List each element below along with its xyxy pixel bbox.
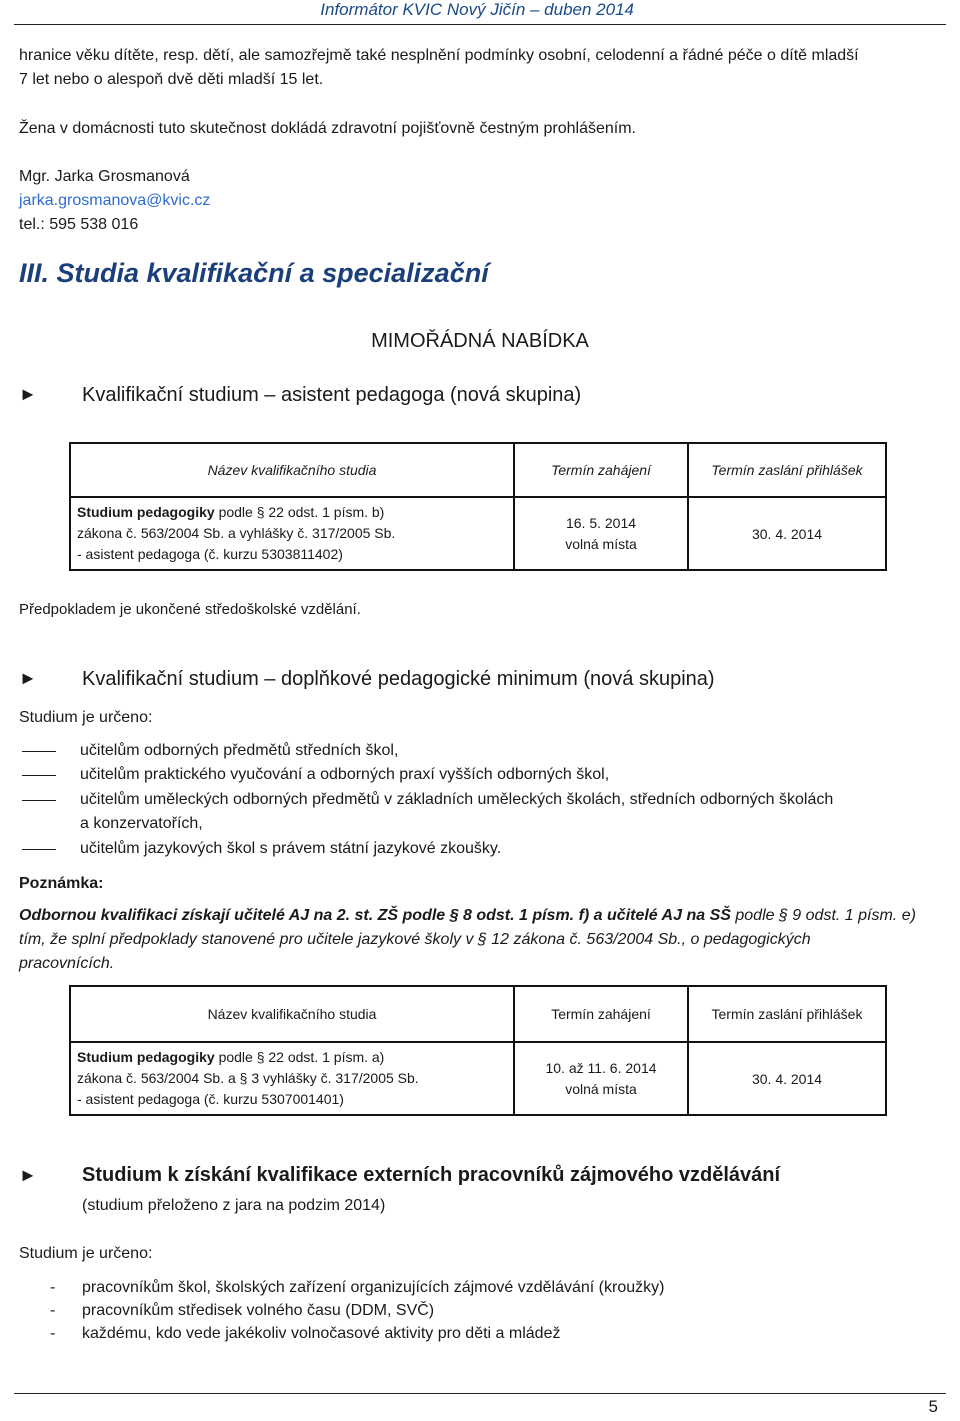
list-item-text: každému, kdo vede jakékoliv volnočasové aktivity pro děti a mládež — [82, 1325, 561, 1342]
table-cell-start — [514, 497, 688, 570]
start-date: 16. 5. 2014 — [565, 514, 637, 531]
arrow-icon: ► — [19, 384, 37, 404]
course-3-intended-label: Studium je určeno: — [19, 1245, 153, 1262]
list-item: - — [50, 1325, 56, 1342]
contact-name: Mgr. Jarka Grosmanová — [19, 168, 190, 185]
course-3-subtitle: (studium přeloženo z jara na podzim 2014) — [82, 1197, 386, 1214]
table-header-name: Název kvalifikačního studia — [70, 986, 514, 1042]
table-cell-deadline: 30. 4. 2014 — [688, 1042, 886, 1115]
table-header-start: Termín zahájení — [514, 443, 688, 497]
dash-icon — [22, 849, 56, 850]
note-line-2: tím, že splní předpoklady stanovené pro učitele jazykové školy v § 12 zákona č. 563/2004 Sb., o pedagogických — [19, 931, 811, 948]
dash-icon — [22, 800, 56, 801]
list-item-continuation: a konzervatořích, — [80, 815, 203, 832]
page-number: 5 — [928, 1397, 938, 1416]
table-cell-course-name — [70, 1042, 514, 1115]
course-name-line: zákona č. 563/2004 Sb. a § 3 vyhlášky č. 317/2005 Sb. — [77, 1070, 419, 1086]
course-name-line: - asistent pedagoga (č. kurzu 5303811402) — [77, 546, 343, 562]
start-note: volná místa — [565, 535, 637, 552]
start-note: volná místa — [565, 1080, 637, 1097]
special-offer-title: MIMOŘÁDNÁ NABÍDKA — [371, 330, 589, 352]
table-header-deadline: Termín zaslání přihlášek — [688, 443, 886, 497]
table-cell-course-name — [70, 497, 514, 570]
list-item: - — [50, 1279, 56, 1296]
intro-line-1: hranice věku dítěte, resp. dětí, ale samozřejmě také nesplnění podmínky osobní, celodenní a řádné péče o dítě mladší — [19, 47, 859, 64]
section-heading: III. Studia kvalifikační a specializační — [19, 258, 489, 288]
table-header-name: Název kvalifikačního studia — [70, 443, 514, 497]
course-2-table — [69, 985, 887, 1116]
course-3-title: Studium k získání kvalifikace externích pracovníků zájmového vzdělávání — [82, 1164, 781, 1186]
page-header: Informátor KVIC Nový Jičín – duben 2014 — [320, 0, 634, 19]
course-2-intended-label: Studium je určeno: — [19, 709, 153, 726]
note-label: Poznámka: — [19, 875, 104, 892]
table-header-deadline: Termín zaslání přihlášek — [688, 986, 886, 1042]
arrow-icon: ► — [19, 1165, 37, 1185]
list-item: - — [50, 1302, 56, 1319]
intro-line-3: Žena v domácnosti tuto skutečnost dokládá zdravotní pojišťovně čestným prohlášením. — [19, 120, 636, 137]
note-line-1: Odbornou kvalifikaci získají učitelé AJ na 2. st. ZŠ podle § 8 odst. 1 písm. f) a učitelé AJ na SŠ podle § 9 odst. 1 písm. e) — [19, 907, 916, 924]
table-cell-start — [514, 1042, 688, 1115]
course-name-rest: podle § 22 odst. 1 písm. b) — [218, 504, 385, 520]
list-item-text: pracovníkům středisek volného času (DDM, SVČ) — [82, 1302, 435, 1319]
start-date: 10. až 11. 6. 2014 — [545, 1059, 657, 1076]
course-name-line: Studium pedagogiky podle § 22 odst. 1 písm. a) — [77, 1049, 385, 1065]
note-line-3: pracovnících. — [19, 955, 115, 972]
table-cell-deadline: 30. 4. 2014 — [688, 497, 886, 570]
course-1-title: Kvalifikační studium – asistent pedagoga (nová skupina) — [82, 384, 582, 406]
arrow-icon: ► — [19, 668, 37, 688]
dash-icon — [22, 775, 56, 776]
intro-line-2: 7 let nebo o alespoň dvě děti mladší 15 let. — [19, 71, 324, 88]
list-item-text: pracovníkům škol, školských zařízení organizujících zájmové vzdělávání (kroužky) — [82, 1279, 665, 1296]
contact-phone: tel.: 595 538 016 — [19, 216, 139, 233]
footer-divider — [14, 1393, 946, 1394]
course-name-line: zákona č. 563/2004 Sb. a vyhlášky č. 317/2005 Sb. — [77, 525, 396, 541]
course-1-table — [69, 442, 887, 571]
table-header-start: Termín zahájení — [514, 986, 688, 1042]
course-2-title: Kvalifikační studium – doplňkové pedagogické minimum (nová skupina) — [82, 668, 715, 690]
course-name-line — [77, 502, 507, 523]
contact-email-link[interactable]: jarka.grosmanova@kvic.cz — [19, 192, 211, 209]
course-name-bold: Studium pedagogiky — [77, 504, 215, 520]
dash-icon — [22, 751, 56, 752]
course-name-line: - asistent pedagoga (č. kurzu 5307001401) — [77, 1091, 344, 1107]
course-1-note: Předpokladem je ukončené středoškolské vzdělání. — [19, 601, 361, 618]
header-divider — [14, 24, 946, 25]
